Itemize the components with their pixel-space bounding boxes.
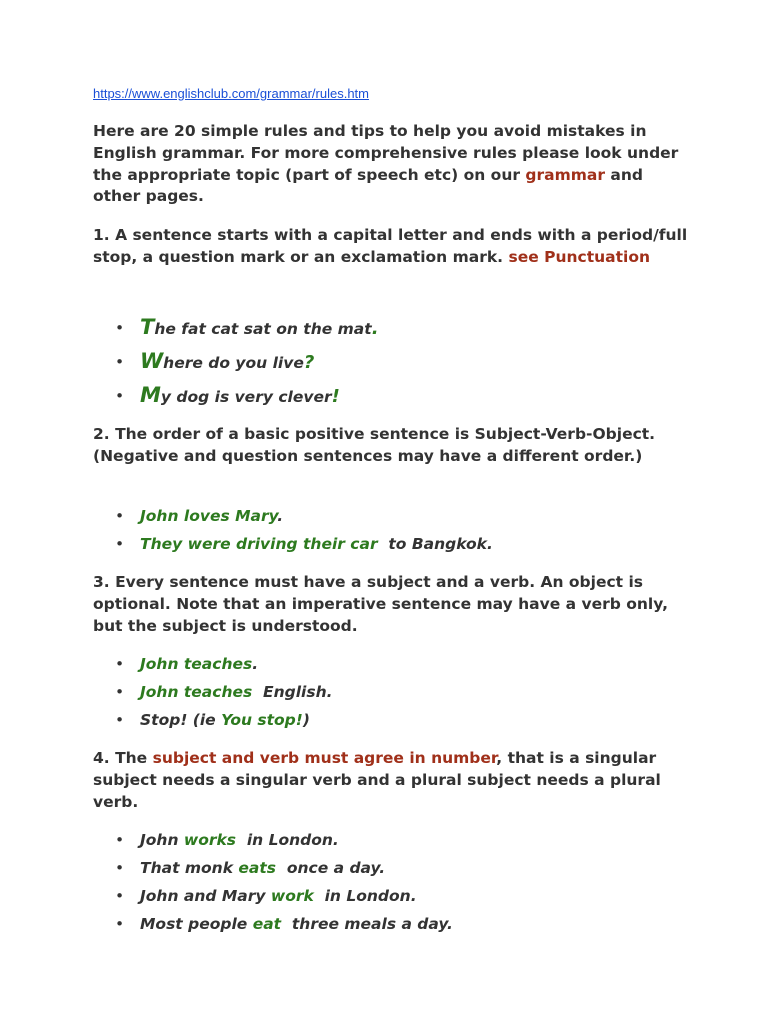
list-item: • John loves Mary. <box>115 507 284 525</box>
example-post: once a day. <box>276 859 386 877</box>
rule-1-examples <box>115 315 379 417</box>
rule-3-examples <box>115 655 333 739</box>
end-mark: . <box>371 318 379 339</box>
example-post: ) <box>302 711 310 729</box>
rule-4-examples <box>115 831 453 943</box>
capital-letter: W <box>140 349 164 373</box>
rule-4-paragraph <box>93 748 693 813</box>
source-link[interactable]: https://www.englishclub.com/grammar/rules.htm <box>93 86 369 101</box>
example-post: three meals a day. <box>281 915 453 933</box>
list-item: • John works in London. <box>115 831 339 849</box>
example-green: John teaches <box>140 655 253 673</box>
grammar-link[interactable]: grammar <box>525 165 606 184</box>
example-pre: Stop! (ie <box>140 711 222 729</box>
example-green: eats <box>238 859 277 877</box>
agreement-link[interactable]: subject and verb must agree in number <box>152 749 497 767</box>
example-green: works <box>183 831 237 849</box>
rule-4-pre: 4. The <box>93 749 153 767</box>
intro-paragraph <box>93 121 693 208</box>
example-green: eat <box>252 915 282 933</box>
capital-letter: M <box>140 383 161 407</box>
list-item: • Stop! (ie You stop!) <box>115 711 310 729</box>
example-pre: John <box>140 831 184 849</box>
example-pre: Most people <box>140 915 253 933</box>
example-green: You stop! <box>221 711 303 729</box>
list-item: • Where do you live? <box>115 349 315 373</box>
list-item: • That monk eats once a day. <box>115 859 386 877</box>
list-item: • The fat cat sat on the mat. <box>115 315 379 339</box>
example-plain: to Bangkok. <box>377 535 493 553</box>
rule-1-paragraph <box>93 225 693 269</box>
end-mark: ! <box>331 386 340 407</box>
punctuation-link[interactable]: see Punctuation <box>508 247 651 266</box>
rule-3-paragraph: 3. Every sentence must have a subject and a verb. An object is optional. Note that an imperative sentence may have a verb only, but the subject is understood. <box>93 573 669 635</box>
example-plain: . <box>277 507 284 525</box>
list-item: • Most people eat three meals a day. <box>115 915 453 933</box>
rule-4-post: , that is a singular subject needs a singular verb and a plural subject needs a plural verb. <box>93 749 661 811</box>
example-post: in London. <box>313 887 417 905</box>
list-item: • John and Mary work in London. <box>115 887 417 905</box>
end-mark: ? <box>303 352 315 373</box>
list-item: • They were driving their car to Bangkok. <box>115 535 493 553</box>
list-item: • John teaches. <box>115 655 259 673</box>
rule-2-paragraph: 2. The order of a basic positive sentence is Subject-Verb-Object. (Negative and question sentences may have a different order.) <box>93 425 656 465</box>
example-text: he fat cat sat on the mat <box>154 320 372 338</box>
list-item: • John teaches English. <box>115 683 333 701</box>
example-pre: That monk <box>140 859 239 877</box>
rule-2-examples <box>115 507 493 563</box>
intro-text: Here are 20 simple rules and tips to help you avoid mistakes in English grammar. For more comprehensive rules please look under the appropriate topic (part of speech etc) on our <box>93 122 679 184</box>
example-green: They were driving their car <box>140 535 378 553</box>
example-text: here do you live <box>163 354 304 372</box>
rule-1-text: 1. A sentence starts with a capital letter and ends with a period/full stop, a question mark or an exclamation mark. <box>93 226 688 266</box>
example-post: . <box>252 655 259 673</box>
example-post: in London. <box>236 831 339 849</box>
list-item: • My dog is very clever! <box>115 383 340 407</box>
intro-after: and other pages. <box>93 165 644 206</box>
example-post: English. <box>252 683 333 701</box>
example-green: John teaches <box>140 683 253 701</box>
capital-letter: T <box>140 315 155 339</box>
example-green: work <box>270 887 314 905</box>
example-pre: John and Mary <box>140 887 271 905</box>
example-text: y dog is very clever <box>160 388 332 406</box>
example-green: John loves Mary <box>140 507 278 525</box>
